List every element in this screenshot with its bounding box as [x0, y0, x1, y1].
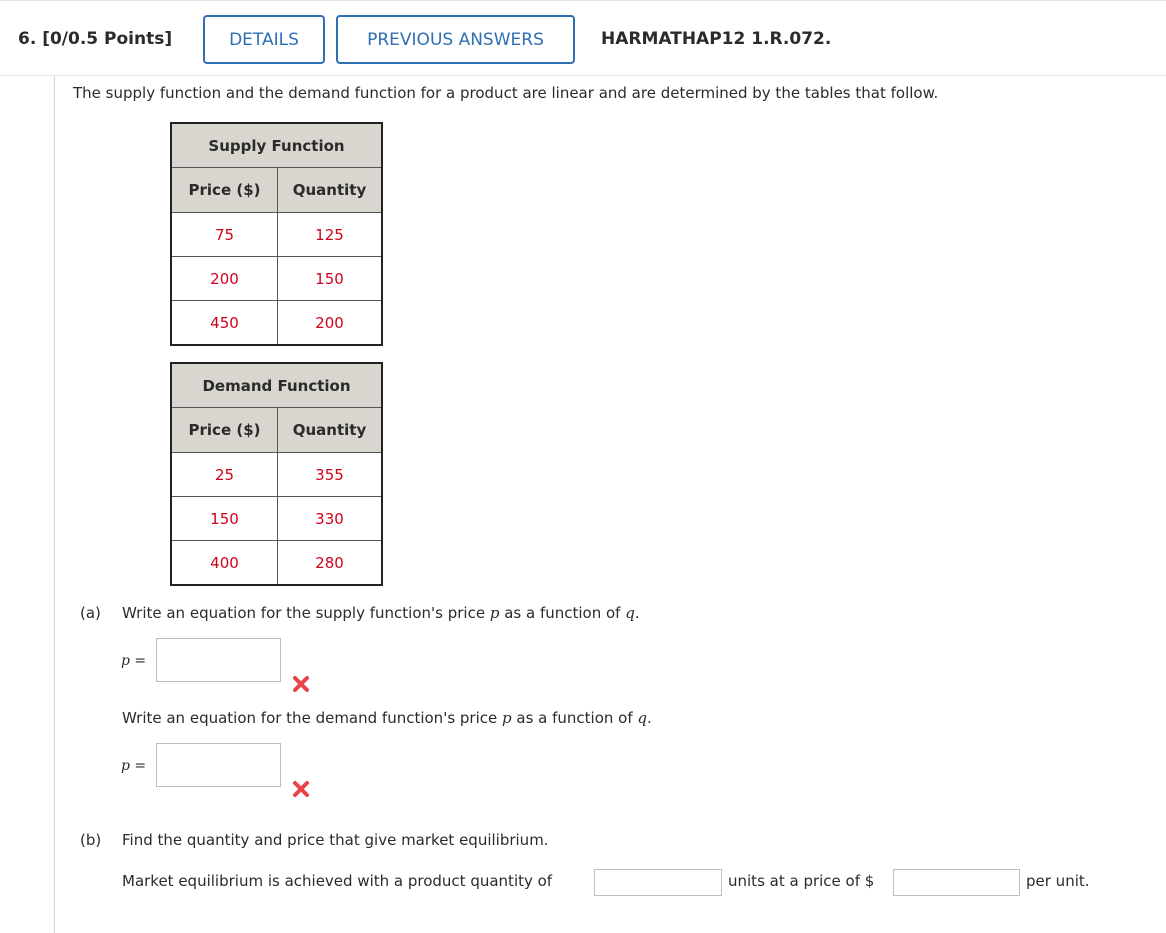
demand-function-table [170, 362, 383, 586]
part-b-label: (b) [80, 831, 102, 849]
details-button[interactable]: DETAILS [203, 15, 325, 64]
table-row [171, 497, 382, 541]
supply-quantity-header: Quantity [278, 168, 383, 213]
prompt-text: as a function of [511, 709, 638, 727]
question-number: 6. [0/0.5 Points] [18, 29, 173, 49]
prompt-period: . [647, 709, 652, 727]
table-row [171, 453, 382, 497]
table-row [171, 541, 382, 586]
demand-quantity-cell: 280 [278, 541, 383, 586]
x-mark-icon [292, 675, 310, 693]
variable-p: p [121, 653, 130, 669]
supply-quantity-cell: 125 [278, 213, 383, 257]
equilibrium-sentence-end: per unit. [1026, 872, 1090, 890]
table-row [171, 257, 382, 301]
equilibrium-sentence-middle: units at a price of $ [728, 872, 875, 890]
question-header [0, 0, 1166, 76]
demand-equation-input[interactable] [156, 743, 281, 787]
supply-price-cell: 200 [171, 257, 278, 301]
supply-quantity-cell: 200 [278, 301, 383, 346]
equilibrium-quantity-input[interactable] [594, 869, 722, 896]
prompt-period: . [634, 604, 640, 622]
table-row [171, 213, 382, 257]
table-row [171, 301, 382, 346]
equilibrium-sentence-start: Market equilibrium is achieved with a product quantity of [122, 872, 553, 890]
content-left-rule [54, 76, 55, 933]
demand-table-title: Demand Function [171, 363, 382, 408]
demand-price-header: Price ($) [171, 408, 278, 453]
demand-quantity-cell: 355 [278, 453, 383, 497]
supply-quantity-cell: 150 [278, 257, 383, 301]
prompt-text: Write an equation for the demand function's price [122, 709, 502, 727]
previous-answers-button[interactable]: PREVIOUS ANSWERS [336, 15, 575, 64]
demand-equation-prompt [122, 709, 652, 727]
supply-price-header: Price ($) [171, 168, 278, 213]
equals-sign: = [134, 758, 147, 774]
equals-sign: = [134, 653, 147, 669]
variable-p: p [502, 709, 512, 727]
variable-q: q [637, 709, 647, 727]
variable-q: q [625, 604, 635, 622]
supply-table-title: Supply Function [171, 123, 382, 168]
demand-quantity-cell: 330 [278, 497, 383, 541]
variable-p: p [121, 758, 130, 774]
equilibrium-price-input[interactable] [893, 869, 1020, 896]
supply-price-cell: 75 [171, 213, 278, 257]
prompt-text: as a function of [499, 604, 626, 622]
demand-price-cell: 150 [171, 497, 278, 541]
equilibrium-prompt: Find the quantity and price that give market equilibrium. [122, 831, 549, 849]
demand-price-cell: 400 [171, 541, 278, 586]
demand-quantity-header: Quantity [278, 408, 383, 453]
demand-price-cell: 25 [171, 453, 278, 497]
x-mark-icon [292, 780, 310, 798]
p-equals-label [121, 758, 146, 774]
supply-function-table [170, 122, 383, 346]
supply-equation-input[interactable] [156, 638, 281, 682]
p-equals-label [121, 653, 146, 669]
question-code: HARMATHAP12 1.R.072. [601, 29, 832, 49]
variable-p: p [489, 604, 500, 622]
supply-price-cell: 450 [171, 301, 278, 346]
supply-equation-prompt [122, 604, 640, 622]
question-intro: The supply function and the demand function for a product are linear and are determined by the tables that follow. [73, 84, 939, 102]
prompt-text: Write an equation for the supply function's price [122, 604, 490, 622]
part-a-label: (a) [80, 604, 101, 622]
